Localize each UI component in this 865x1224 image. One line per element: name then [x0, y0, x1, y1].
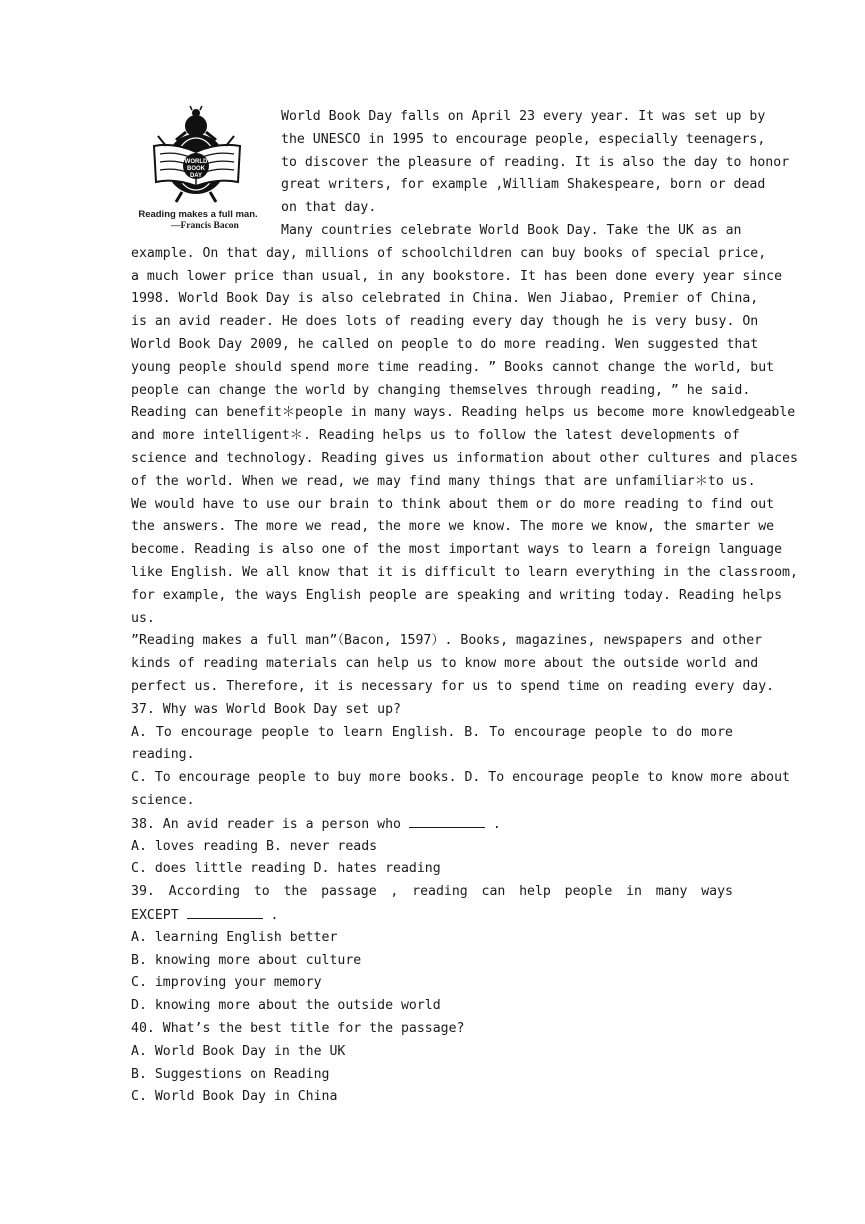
- passage-line: of the world. When we read, we may find many things that are unfamiliar＊to us.: [131, 473, 756, 489]
- passage-line: is an avid reader. He does lots of reading every day though he is very busy. On: [131, 314, 759, 330]
- answer-blank: [187, 904, 263, 919]
- question-line: C. To encourage people to buy more books. D. To encourage people to know more about: [131, 770, 790, 786]
- passage-line: on that day.: [281, 200, 377, 216]
- passage-line: for example, the ways English people are speaking and writing today. Reading helps: [131, 587, 783, 603]
- svg-text:WORLD: WORLD: [184, 159, 208, 165]
- passage-line: example. On that day, millions of schoolchildren can buy books of special price,: [131, 245, 767, 261]
- question-text: 38. An avid reader is a person who: [131, 816, 409, 832]
- passage-line: kinds of reading materials can help us to know more about the outside world and: [131, 656, 759, 672]
- question-line: A. loves reading B. never reads: [131, 838, 378, 854]
- question-line: 37. Why was World Book Day set up?: [131, 701, 401, 717]
- passage-line: people can change the world by changing themselves through reading, ” he said.: [131, 382, 751, 398]
- question-line-with-blank: [131, 813, 733, 836]
- passage-line: and more intelligent＊. Reading helps us to follow the latest developments of: [131, 428, 740, 444]
- passage-line: like English. We all know that it is difficult to learn everything in the classroom,: [131, 565, 798, 580]
- passage-line: Reading can benefit＊people in many ways. Reading helps us become more knowledgeable: [131, 405, 796, 421]
- question-line: B. knowing more about culture: [131, 952, 362, 968]
- question-line: 40. What’s the best title for the passage?: [131, 1021, 465, 1036]
- question-text-end: .: [484, 816, 501, 832]
- question-line: C. does little reading D. hates reading: [131, 861, 441, 877]
- passage-line: science and technology. Reading gives us information about other cultures and places: [131, 451, 798, 466]
- passage-line: 1998. World Book Day is also celebrated in China. Wen Jiabao, Premier of China,: [131, 291, 759, 307]
- question-line: A. To encourage people to learn English. B. To encourage people to do more: [131, 724, 733, 740]
- passage-line: young people should spend more time reading. ” Books cannot change the world, but: [131, 359, 775, 375]
- figure-caption-quote: Reading makes a full man.: [138, 209, 258, 220]
- passage-line: ”Reading makes a full man”（Bacon, 1597）. Books, magazines, newspapers and other: [131, 633, 763, 649]
- passage-line: a much lower price than usual, in any bookstore. It has been done every year since: [131, 268, 783, 284]
- passage-line: great writers, for example ,William Shakespeare, born or dead: [281, 177, 766, 193]
- question-line: A. World Book Day in the UK: [131, 1043, 346, 1059]
- question-text: EXCEPT: [131, 908, 187, 923]
- svg-text:BOOK: BOOK: [187, 166, 205, 172]
- book-day-figure: [131, 106, 265, 234]
- passage-line: World Book Day 2009, he called on people to do more reading. Wen suggested that: [131, 337, 759, 352]
- passage-line: Many countries celebrate World Book Day. Take the UK as an: [281, 223, 742, 238]
- question-line: C. World Book Day in China: [131, 1089, 338, 1105]
- book-globe-illustration-icon: [146, 106, 250, 206]
- question-line: reading.: [131, 747, 195, 763]
- passage-line: World Book Day falls on April 23 every year. It was set up by: [281, 109, 766, 124]
- passage-line: perfect us. Therefore, it is necessary for us to spend time on reading every day.: [131, 679, 775, 694]
- passage-line: us.: [131, 610, 155, 626]
- passage-line: the answers. The more we read, the more we know. The more we know, the smarter we: [131, 519, 775, 535]
- svg-text:DAY: DAY: [189, 173, 203, 179]
- question-line: science.: [131, 793, 195, 808]
- answer-blank: [409, 813, 485, 828]
- question-text-end: .: [262, 908, 279, 923]
- passage-line: the UNESCO in 1995 to encourage people, especially teenagers,: [281, 131, 766, 147]
- question-line: D. knowing more about the outside world: [131, 998, 441, 1014]
- passage-line: We would have to use our brain to think about them or do more reading to find out: [131, 496, 775, 512]
- question-line-with-blank: [131, 904, 733, 927]
- question-line: 39. According to the passage , reading can help people in many ways: [131, 884, 733, 900]
- passage-line: to discover the pleasure of reading. It is also the day to honor: [281, 154, 790, 170]
- question-line: C. improving your memory: [131, 975, 322, 991]
- figure-caption-author: —Francis Bacon: [171, 221, 239, 231]
- passage-line: become. Reading is also one of the most important ways to learn a foreign language: [131, 542, 783, 558]
- question-line: B. Suggestions on Reading: [131, 1066, 330, 1082]
- question-line: A. learning English better: [131, 929, 338, 945]
